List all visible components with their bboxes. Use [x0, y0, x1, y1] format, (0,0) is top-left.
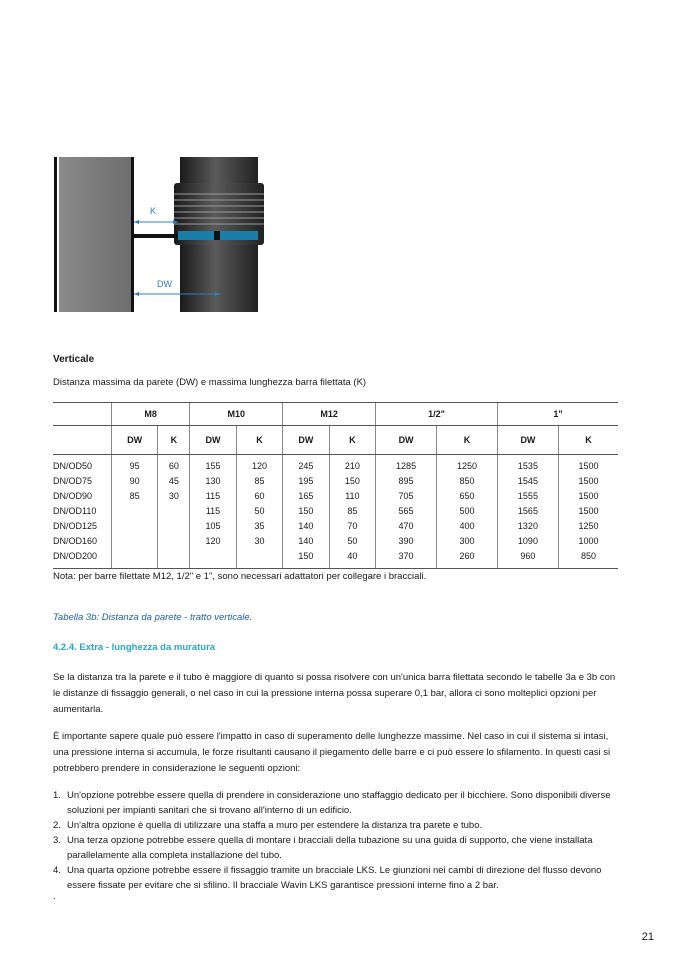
table-cell	[236, 549, 282, 569]
list-number: 1.	[53, 790, 61, 801]
sub-header: DW	[190, 426, 236, 455]
table-cell: 155	[190, 455, 236, 475]
table-cell: 30	[236, 534, 282, 549]
threaded-rod	[134, 234, 178, 238]
table-row	[53, 455, 618, 475]
table-cell	[158, 534, 190, 549]
table-cell: 50	[236, 504, 282, 519]
sub-header: K	[329, 426, 375, 455]
table-cell: 70	[329, 519, 375, 534]
table-cell: 60	[236, 489, 282, 504]
table-cell: 1555	[497, 489, 558, 504]
options-list	[53, 788, 623, 893]
table-cell: 400	[437, 519, 498, 534]
sub-header: K	[158, 426, 190, 455]
table-cell: 105	[190, 519, 236, 534]
table-cell: 390	[376, 534, 437, 549]
table-subtitle: Distanza massima da parete (DW) e massima lunghezza barra filettata (K)	[53, 377, 367, 388]
row-label: DN/OD110	[53, 506, 97, 516]
table-row	[53, 474, 618, 489]
group-header: 1"	[497, 403, 618, 426]
table-row	[53, 549, 618, 569]
group-header: M12	[283, 403, 376, 426]
group-header: M10	[190, 403, 283, 426]
table-cell: 1500	[558, 455, 618, 475]
row-label: DN/OD200	[53, 549, 112, 569]
table-cell: 95	[112, 455, 158, 475]
table-cell: 565	[376, 504, 437, 519]
table-row	[53, 489, 618, 504]
table-cell: 370	[376, 549, 437, 569]
distance-table	[53, 402, 618, 569]
table-cell: 1565	[497, 504, 558, 519]
table-cell: 85	[112, 489, 158, 504]
list-text: Una quarta opzione potrebbe essere il fissaggio tramite un bracciale LKS. Le giunzioni nei cambi di direzione del flusso devono essere fissate per evitare che si sfilino. Il bracciale Wavin LKS garantisce pressioni interne fino a 2 bar.	[67, 865, 602, 891]
table-cell: 150	[283, 549, 329, 569]
table-cell: 1320	[497, 519, 558, 534]
table-cell: 1090	[497, 534, 558, 549]
table-cell	[158, 549, 190, 569]
table-sub-header	[53, 426, 618, 455]
table-row	[53, 534, 618, 549]
table-cell: 960	[497, 549, 558, 569]
table-row	[53, 504, 618, 519]
table-cell: 165	[283, 489, 329, 504]
table-cell: 245	[283, 455, 329, 475]
list-item	[53, 833, 623, 863]
list-text: Un'altra opzione è quella di utilizzare una staffa a muro per estendere la distanza tra parete e tubo.	[67, 820, 483, 831]
group-header: M8	[112, 403, 190, 426]
table-cell: 300	[437, 534, 498, 549]
table-cell: 1545	[497, 474, 558, 489]
table-cell: 1500	[558, 474, 618, 489]
row-label: DN/OD125	[53, 521, 98, 531]
table-cell: 40	[329, 549, 375, 569]
table-cell	[112, 519, 158, 534]
table-cell: 1500	[558, 489, 618, 504]
table-cell: 260	[437, 549, 498, 569]
table-cell: 85	[236, 474, 282, 489]
table-cell	[190, 549, 236, 569]
table-cell: 1000	[558, 534, 618, 549]
table-cell: 210	[329, 455, 375, 475]
paragraph: È importante sapere quale può essere l'impatto in caso di superamento delle lunghezze massime. Nel caso in cui il sistema si intasi, una pressione interna si accumula, le forze risultanti causano il piegamento delle barre e ci può essere lo sfilamento. In questi casi si potrebbero prendere in considerazione le seguenti opzioni:	[53, 731, 611, 774]
table-cell: 705	[376, 489, 437, 504]
trailing-dot: .	[53, 891, 56, 902]
table-cell: 195	[283, 474, 329, 489]
table-cell: 1535	[497, 455, 558, 475]
sub-header: DW	[283, 426, 329, 455]
table-cell	[112, 549, 158, 569]
table-cell: 90	[112, 474, 158, 489]
empty-corner	[53, 426, 112, 455]
table-cell: 500	[437, 504, 498, 519]
list-item	[53, 863, 623, 893]
label-k: K	[150, 206, 157, 216]
list-text: Una terza opzione potrebbe essere quella di montare i bracciali della tubazione su una guida di supporto, che viene installata parallelamente alla completa installazione del tubo.	[67, 835, 593, 861]
sub-header: K	[437, 426, 498, 455]
list-number: 2.	[53, 820, 61, 831]
table-cell: 1500	[558, 504, 618, 519]
wall	[54, 157, 57, 312]
table-cell: 110	[329, 489, 375, 504]
table-cell: 115	[190, 489, 236, 504]
table-cell: 60	[158, 455, 190, 475]
sub-header: DW	[497, 426, 558, 455]
table-note: Nota: per barre filettate M12, 1/2" e 1", sono necessari adattatori per collegare i bracciali.	[53, 571, 427, 582]
table-cell	[158, 519, 190, 534]
table-cell: 130	[190, 474, 236, 489]
section-heading: Verticale	[53, 354, 95, 365]
table-cell: 1250	[558, 519, 618, 534]
table-cell	[112, 534, 158, 549]
pipe-bracket-diagram	[50, 150, 290, 315]
page-number: 21	[641, 931, 654, 943]
list-item	[53, 788, 623, 818]
table-cell: 35	[236, 519, 282, 534]
table-cell: 650	[437, 489, 498, 504]
empty-corner	[53, 403, 112, 426]
label-dw: DW	[157, 279, 172, 289]
table-row	[53, 519, 618, 534]
table-cell: 140	[283, 519, 329, 534]
row-label: DN/OD90	[53, 491, 93, 501]
table-cell: 850	[558, 549, 618, 569]
table-cell: 120	[236, 455, 282, 475]
table-cell	[158, 504, 190, 519]
sub-header: K	[236, 426, 282, 455]
section-title: 4.2.4. Extra - lunghezza da muratura	[53, 642, 216, 653]
table-cell: 1250	[437, 455, 498, 475]
list-item	[53, 818, 623, 833]
table-cell	[112, 504, 158, 519]
row-label: DN/OD50	[53, 461, 93, 471]
table-cell: 140	[283, 534, 329, 549]
sub-header: DW	[376, 426, 437, 455]
table-cell: 850	[437, 474, 498, 489]
table-cell: 470	[376, 519, 437, 534]
table-cell: 85	[329, 504, 375, 519]
table-cell: 150	[283, 504, 329, 519]
paragraph: Se la distanza tra la parete e il tubo è maggiore di quanto si possa risolvere con un'unica barra filettata secondo le tabelle 3a e 3b con le distanze di fissaggio generali, o nel caso in cui la pressione interna possa superare 0,1 bar, allora ci sono molteplici opzioni per aumentarla.	[53, 672, 616, 715]
sub-header: K	[558, 426, 618, 455]
sub-header: DW	[112, 426, 158, 455]
table-caption: Tabella 3b: Distanza da parete - tratto verticale.	[53, 612, 253, 623]
table-cell: 895	[376, 474, 437, 489]
group-header: 1/2"	[376, 403, 498, 426]
list-number: 4.	[53, 865, 61, 876]
list-number: 3.	[53, 835, 61, 846]
row-label: DN/OD160	[53, 536, 98, 546]
table-cell: 150	[329, 474, 375, 489]
table-group-header	[53, 403, 618, 426]
row-label: DN/OD75	[53, 476, 93, 486]
table-cell: 1285	[376, 455, 437, 475]
table-cell: 115	[190, 504, 236, 519]
list-text: Un'opzione potrebbe essere quella di prendere in considerazione uno staffaggio dedicato per il bicchiere. Sono disponibili diverse soluzioni per impianti sanitari che si trovano all'interno di un edificio.	[67, 790, 611, 816]
table-cell: 50	[329, 534, 375, 549]
table-cell: 30	[158, 489, 190, 504]
table-cell: 120	[190, 534, 236, 549]
table-cell: 45	[158, 474, 190, 489]
